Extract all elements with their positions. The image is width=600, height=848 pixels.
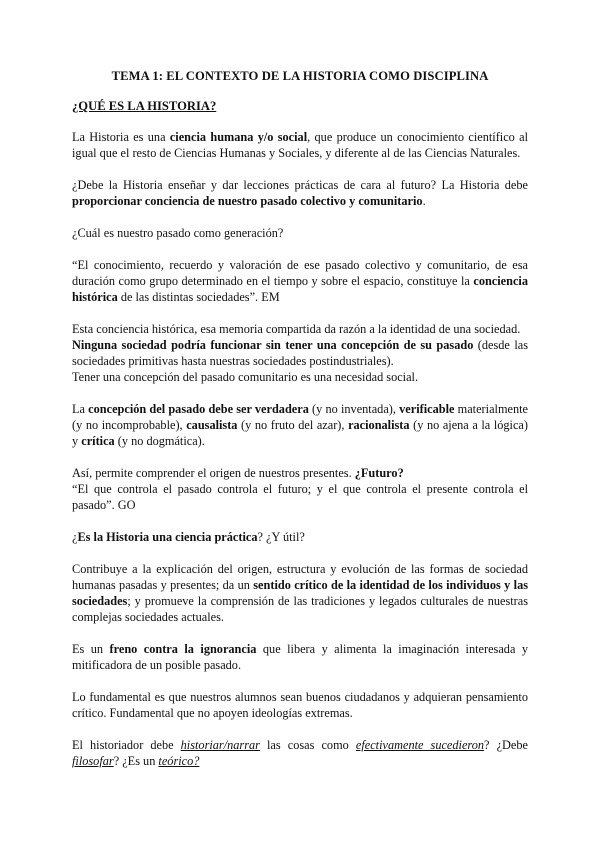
text: (y no dogmática). [114, 434, 205, 448]
bold-text: freno contra la ignorancia [109, 642, 257, 656]
bold-text: Ninguna sociedad podría funcionar sin tener una concepción de su pasado [72, 338, 474, 352]
bold-text: verificable [399, 402, 455, 416]
bold-text: concepción del pasado debe ser verdadera [88, 402, 309, 416]
paragraph-8 [72, 529, 528, 545]
paragraph-2 [72, 177, 528, 209]
text: de las distintas sociedades”. EM [117, 290, 280, 304]
text: (y no inventada), [308, 402, 400, 416]
text: , que produce un conocimiento científico al igual que el resto de Ciencias Humanas y Sociales, y diferente al de las Ciencias Naturales. [72, 130, 528, 160]
text: ? ¿Es un [113, 754, 159, 768]
text: ? ¿Y útil? [257, 530, 305, 544]
text: Así, permite comprender el origen de nuestros presentes. [72, 466, 355, 480]
bold-text: conciencia histórica [72, 274, 528, 304]
bold-text: sentido crítico de la identidad de los individuos y las sociedades [72, 578, 528, 608]
paragraph-7 [72, 465, 528, 513]
paragraph-4 [72, 257, 528, 305]
paragraph-3: ¿Cuál es nuestro pasado como generación? [72, 226, 284, 240]
bold-text: causalista [186, 418, 238, 432]
text: Contribuye a la explicación del origen, estructura y evolución de las formas de sociedad humanas pasadas y presentes; da un [72, 562, 528, 592]
bold-text: Es la Historia una ciencia práctica [77, 530, 258, 544]
text: ? ¿Debe [484, 738, 528, 752]
text: (y no ajena a la lógica) y [72, 418, 528, 448]
italic-underlined-text: teórico? [158, 754, 200, 768]
section-heading: ¿QUÉ ES LA HISTORIA? [72, 99, 217, 113]
paragraph-12 [72, 737, 528, 769]
text: que libera y alimenta la imaginación interesada y mitificadora de un posible pasado. [72, 642, 529, 672]
text: Esta conciencia histórica, esa memoria compartida da razón a la identidad de una sociedad. [72, 322, 521, 336]
paragraph-1 [72, 129, 528, 161]
bold-text: crítica [81, 434, 115, 448]
text: Es un [72, 642, 110, 656]
paragraph-9 [72, 561, 528, 625]
bold-text: ciencia humana y/o social [169, 130, 308, 144]
text: La [72, 402, 89, 416]
paragraph-6 [72, 401, 528, 449]
paragraph-10 [72, 641, 528, 673]
text: ; y promueve la comprensión de las tradiciones y legados culturales de nuestras complejas sociedades actuales. [72, 594, 528, 624]
italic-underlined-text: filosofar [72, 754, 114, 768]
text: materialmente (y no incomprobable), [72, 402, 528, 432]
bold-text: racionalista [348, 418, 410, 432]
paragraph-5 [72, 321, 528, 385]
text: ¿ [72, 530, 78, 544]
text: “El conocimiento, recuerdo y valoración de ese pasado colectivo y comunitario, de esa duración como grupo determinado en el tiempo y sobre el espacio, constituye la [72, 258, 528, 288]
text: ¿Debe la Historia enseñar y dar lecciones prácticas de cara al futuro? La Historia debe [72, 178, 528, 192]
text: La Historia es una [72, 130, 170, 144]
text: Tener una concepción del pasado comunitario es una necesidad social. [72, 370, 419, 384]
bold-text: ¿Futuro? [354, 466, 404, 480]
text: las cosas como [259, 738, 356, 752]
text: El historiador debe [72, 738, 181, 752]
paragraph-11: Lo fundamental es que nuestros alumnos sean buenos ciudadanos y adquieran pensamiento crítico. Fundamental que no apoyen ideologías extremas. [72, 690, 528, 720]
italic-underlined-text: efectivamente sucedieron [355, 738, 485, 752]
italic-underlined-text: historiar/narrar [180, 738, 260, 752]
text: (desde las sociedades primitivas hasta nuestras sociedades postindustriales). [72, 338, 528, 368]
text: . [422, 194, 426, 208]
text: (y no fruto del azar), [237, 418, 349, 432]
bold-text: proporcionar conciencia de nuestro pasado colectivo y comunitario [72, 194, 423, 208]
quote-text: “El que controla el pasado controla el futuro; y el que controla el presente controla el pasado”. GO [72, 482, 528, 512]
document-title: TEMA 1: EL CONTEXTO DE LA HISTORIA COMO DISCIPLINA [111, 69, 489, 83]
